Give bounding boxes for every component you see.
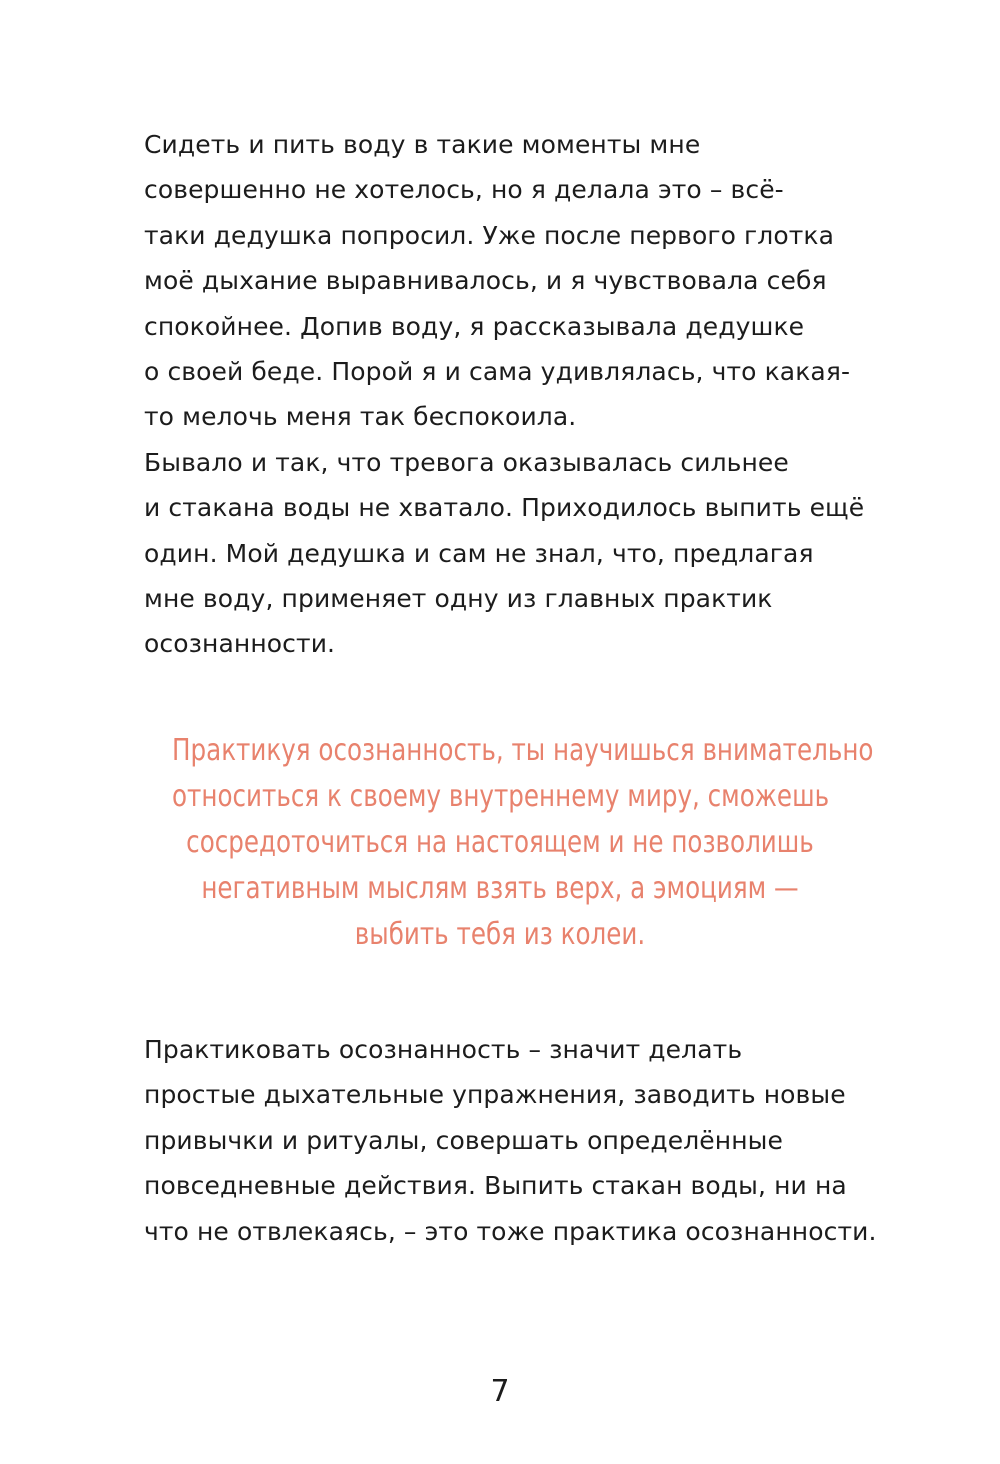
text-line: совершенно не хотелось, но я делала это – всё-	[144, 175, 784, 205]
quote-line: Практикуя осознанность, ты научишься внимательно	[172, 733, 874, 768]
text-line: привычки и ритуалы, совершать определённые	[144, 1125, 783, 1155]
text-line: и стакана воды не хватало. Приходилось выпить ещё	[144, 493, 865, 523]
text-line: простые дыхательные упражнения, заводить новые	[144, 1080, 846, 1110]
text-line: Сидеть и пить воду в такие моменты мне	[144, 130, 701, 159]
quote-line: негативным мыслям взять верх, а эмоциям —	[201, 871, 799, 906]
quote-line: относиться к своему внутреннему миру, сможешь	[172, 779, 830, 814]
text-line: что не отвлекаясь, – это тоже практика осознанности.	[144, 1216, 877, 1246]
quote-line: выбить тебя из колеи.	[354, 917, 646, 952]
page-number: 7	[490, 1374, 510, 1409]
text-line: Бывало и так, что тревога оказывалась сильнее	[144, 447, 789, 477]
text-line: таки дедушка попросил. Уже после первого глотка	[144, 220, 835, 250]
text-line: спокойнее. Допив воду, я рассказывала дедушке	[144, 311, 805, 341]
text-line: Практиковать осознанность – значит делать	[144, 1035, 743, 1064]
text-line: мне воду, применяет одну из главных практик	[144, 584, 773, 614]
text-line: осознанности.	[144, 629, 336, 659]
text-line: один. Мой дедушка и сам не знал, что, предлагая	[144, 538, 814, 568]
body-paragraph-1	[144, 122, 864, 667]
text-line: повседневные действия. Выпить стакан воды, ни на	[144, 1171, 847, 1201]
body-paragraph-2	[144, 1027, 877, 1254]
text-line: то мелочь меня так беспокоила.	[144, 402, 577, 432]
quote-line: сосредоточиться на настоящем и не позволишь	[186, 825, 814, 860]
pull-quote	[172, 728, 874, 958]
text-line: о своей беде. Порой я и сама удивлялась, что какая-	[144, 357, 851, 387]
text-line: моё дыхание выравнивалось, и я чувствовала себя	[144, 266, 827, 296]
